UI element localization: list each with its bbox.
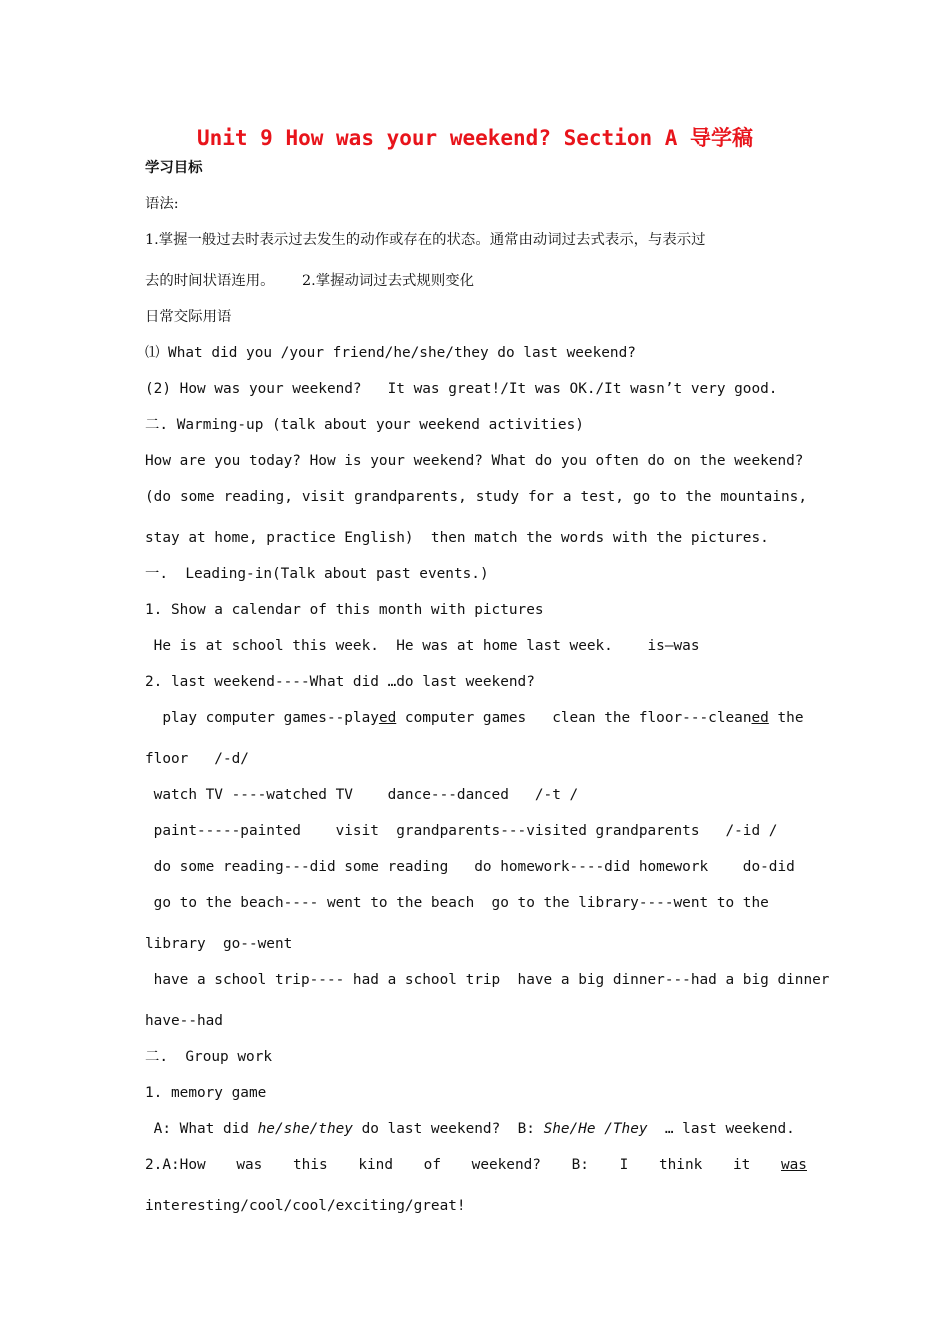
warming-up-question: How are you today? How is your weekend? What do you often do on the weekend? [145,453,804,469]
verb-pairs-reading-homework: do some reading---did some reading do homework----did homework do-did [145,859,795,875]
grammar-label: 语法: [145,196,179,212]
verb-text: computer games clean the floor---clean [396,710,752,726]
grammar-line-2: 去的时间状语连用。 2.掌握动词过去式规则变化 [145,273,474,289]
document-title: Unit 9 How was your weekend? Section A 导学稿 [196,126,754,150]
dialogue-text: do last weekend? B: [352,1121,544,1137]
verb-pairs-have-2: have--had [145,1013,223,1029]
verb-pairs-play-clean [145,708,803,728]
ed-ending: ed [751,710,769,726]
daily-expressions-label: 日常交际用语 [145,309,232,325]
dialogue-word: was [236,1157,263,1173]
dialogue-text: … last weekend. [647,1121,795,1137]
group-work-step-1: 1. memory game [145,1085,267,1101]
leading-in-example: He is at school this week. He was at home last week. is—was [145,638,700,654]
dialogue-word: weekend? [471,1157,541,1173]
dialogue-word: 2.A:How [145,1157,206,1173]
verb-pairs-paint-visit: paint-----painted visit grandparents---visited grandparents /-id / [145,823,778,839]
verb-text: play computer games--play [145,710,379,726]
dialogue-word: B: [571,1157,589,1173]
verb-pairs-go-2: library go--went [145,936,293,952]
pronoun-options: he/she/they [257,1121,353,1137]
verb-text: the [768,710,804,726]
pronoun-options: She/He /They [543,1121,648,1137]
daily-question-2: (2) How was your weekend? It was great!/It was OK./It wasn’t very good. [145,381,778,397]
group-work-step-2 [145,1155,807,1175]
dialogue-word: kind [358,1157,393,1173]
warming-up-activities-1: (do some reading, visit grandparents, study for a test, go to the mountains, [145,489,807,505]
warming-up-title: 二. Warming-up (talk about your weekend activities) [145,417,584,433]
dialogue-text: A: What did [145,1121,258,1137]
dialogue-word: this [293,1157,328,1173]
leading-in-step-1: 1. Show a calendar of this month with pictures [145,602,544,618]
leading-in-title: 一. Leading-in(Talk about past events.) [145,566,489,582]
verb-pairs-go-1: go to the beach---- went to the beach go to the library----went to the [145,895,769,911]
ed-ending: ed [378,710,397,726]
dialogue-word: of [423,1157,441,1173]
grammar-line-1: 1.掌握一般过去时表示过去发生的动作或存在的状态。通常由动词过去式表示，与表示过 [145,232,706,248]
daily-question-1: ⑴ What did you /your friend/he/she/they do last weekend? [145,345,636,361]
leading-in-step-2: 2. last weekend----What did …do last weekend? [145,674,535,690]
memory-game-dialogue [145,1119,795,1139]
verb-pairs-have-1: have a school trip---- had a school trip have a big dinner---had a big dinner [145,972,830,988]
dialogue-word: it [732,1157,751,1173]
heading-learning-goals: 学习目标 [145,160,203,176]
dialogue-word: think [658,1157,703,1173]
dialogue-word-underlined: was [780,1157,807,1173]
verb-pairs-watch-dance: watch TV ----watched TV dance---danced /-t / [145,787,579,803]
group-work-title: 二. Group work [145,1049,273,1065]
group-work-adjectives: interesting/cool/cool/exciting/great! [145,1198,466,1214]
dialogue-word: I [619,1157,629,1173]
verb-floor-d: floor /-d/ [145,751,249,767]
warming-up-activities-2: stay at home, practice English) then match the words with the pictures. [145,530,769,546]
